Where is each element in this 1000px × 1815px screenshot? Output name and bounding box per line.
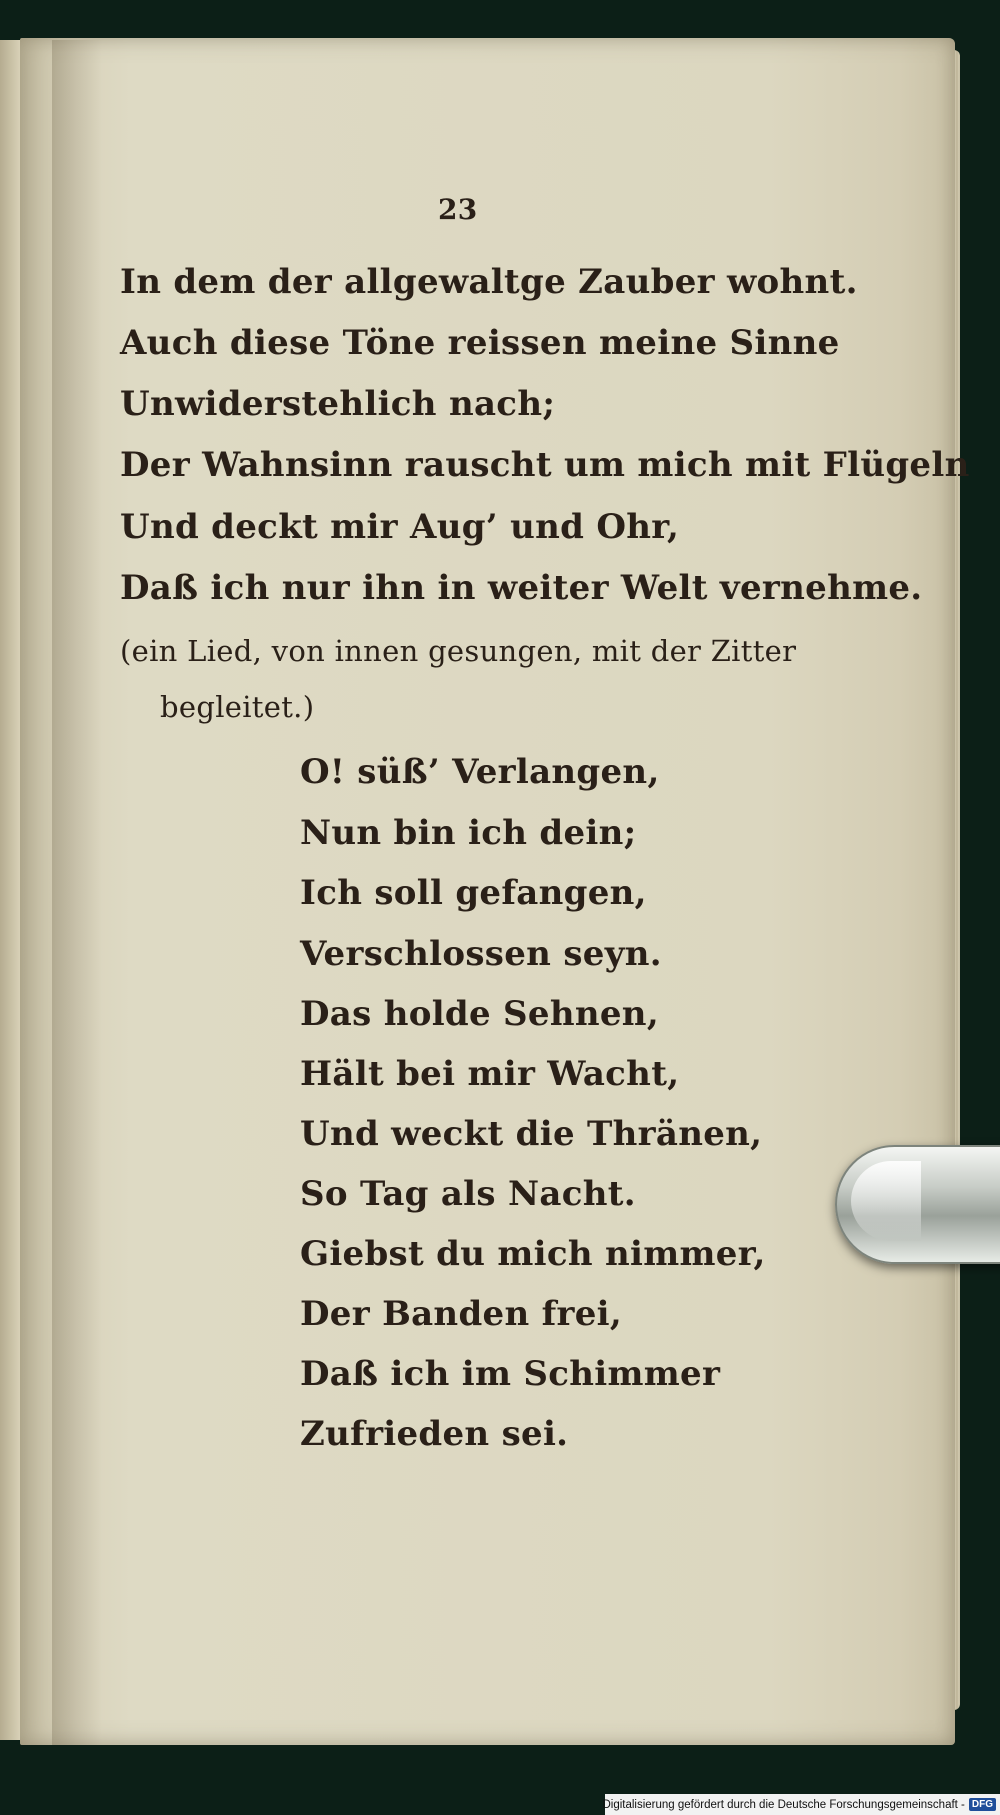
song-line: Giebst du mich nimmer, xyxy=(300,1234,766,1274)
verse-line: In dem der allgewaltge Zauber wohnt. xyxy=(120,262,858,302)
previous-page-edge xyxy=(0,40,20,1740)
song-line: Und weckt die Thränen, xyxy=(300,1114,763,1154)
dfg-logo: DFG xyxy=(969,1798,996,1811)
song-line: Der Banden frei, xyxy=(300,1294,623,1334)
song-line: Verschlossen seyn. xyxy=(300,934,662,974)
song-line: Zufrieden sei. xyxy=(300,1414,569,1454)
verse-line: Unwiderstehlich nach; xyxy=(120,384,556,424)
stage-direction: begleitet.) xyxy=(160,690,315,724)
digitization-footer xyxy=(602,1794,1000,1815)
stage-direction: (ein Lied, von innen gesungen, mit der Zitter xyxy=(120,634,797,668)
verse-line: Und deckt mir Aug’ und Ohr, xyxy=(120,507,680,547)
verse-line: Daß ich nur ihn in weiter Welt vernehme. xyxy=(120,568,923,608)
song-line: Das holde Sehnen, xyxy=(300,994,659,1034)
song-line: Hält bei mir Wacht, xyxy=(300,1054,680,1094)
verse-line: Auch diese Töne reissen meine Sinne xyxy=(120,323,840,363)
glass-page-weight xyxy=(835,1145,1000,1264)
song-line: So Tag als Nacht. xyxy=(300,1174,636,1214)
song-line: Daß ich im Schimmer xyxy=(300,1354,721,1394)
verse-line: Der Wahnsinn rauscht um mich mit Flügeln xyxy=(120,445,970,485)
page-number: 23 xyxy=(438,193,478,226)
song-line: Nun bin ich dein; xyxy=(300,813,637,853)
footer-credit: Digitalisierung gefördert durch die Deutsche Forschungsgemeinschaft - xyxy=(602,1798,965,1811)
gutter-shadow xyxy=(52,40,102,1745)
song-line: O! süß’ Verlangen, xyxy=(300,752,660,792)
song-line: Ich soll gefangen, xyxy=(300,873,647,913)
